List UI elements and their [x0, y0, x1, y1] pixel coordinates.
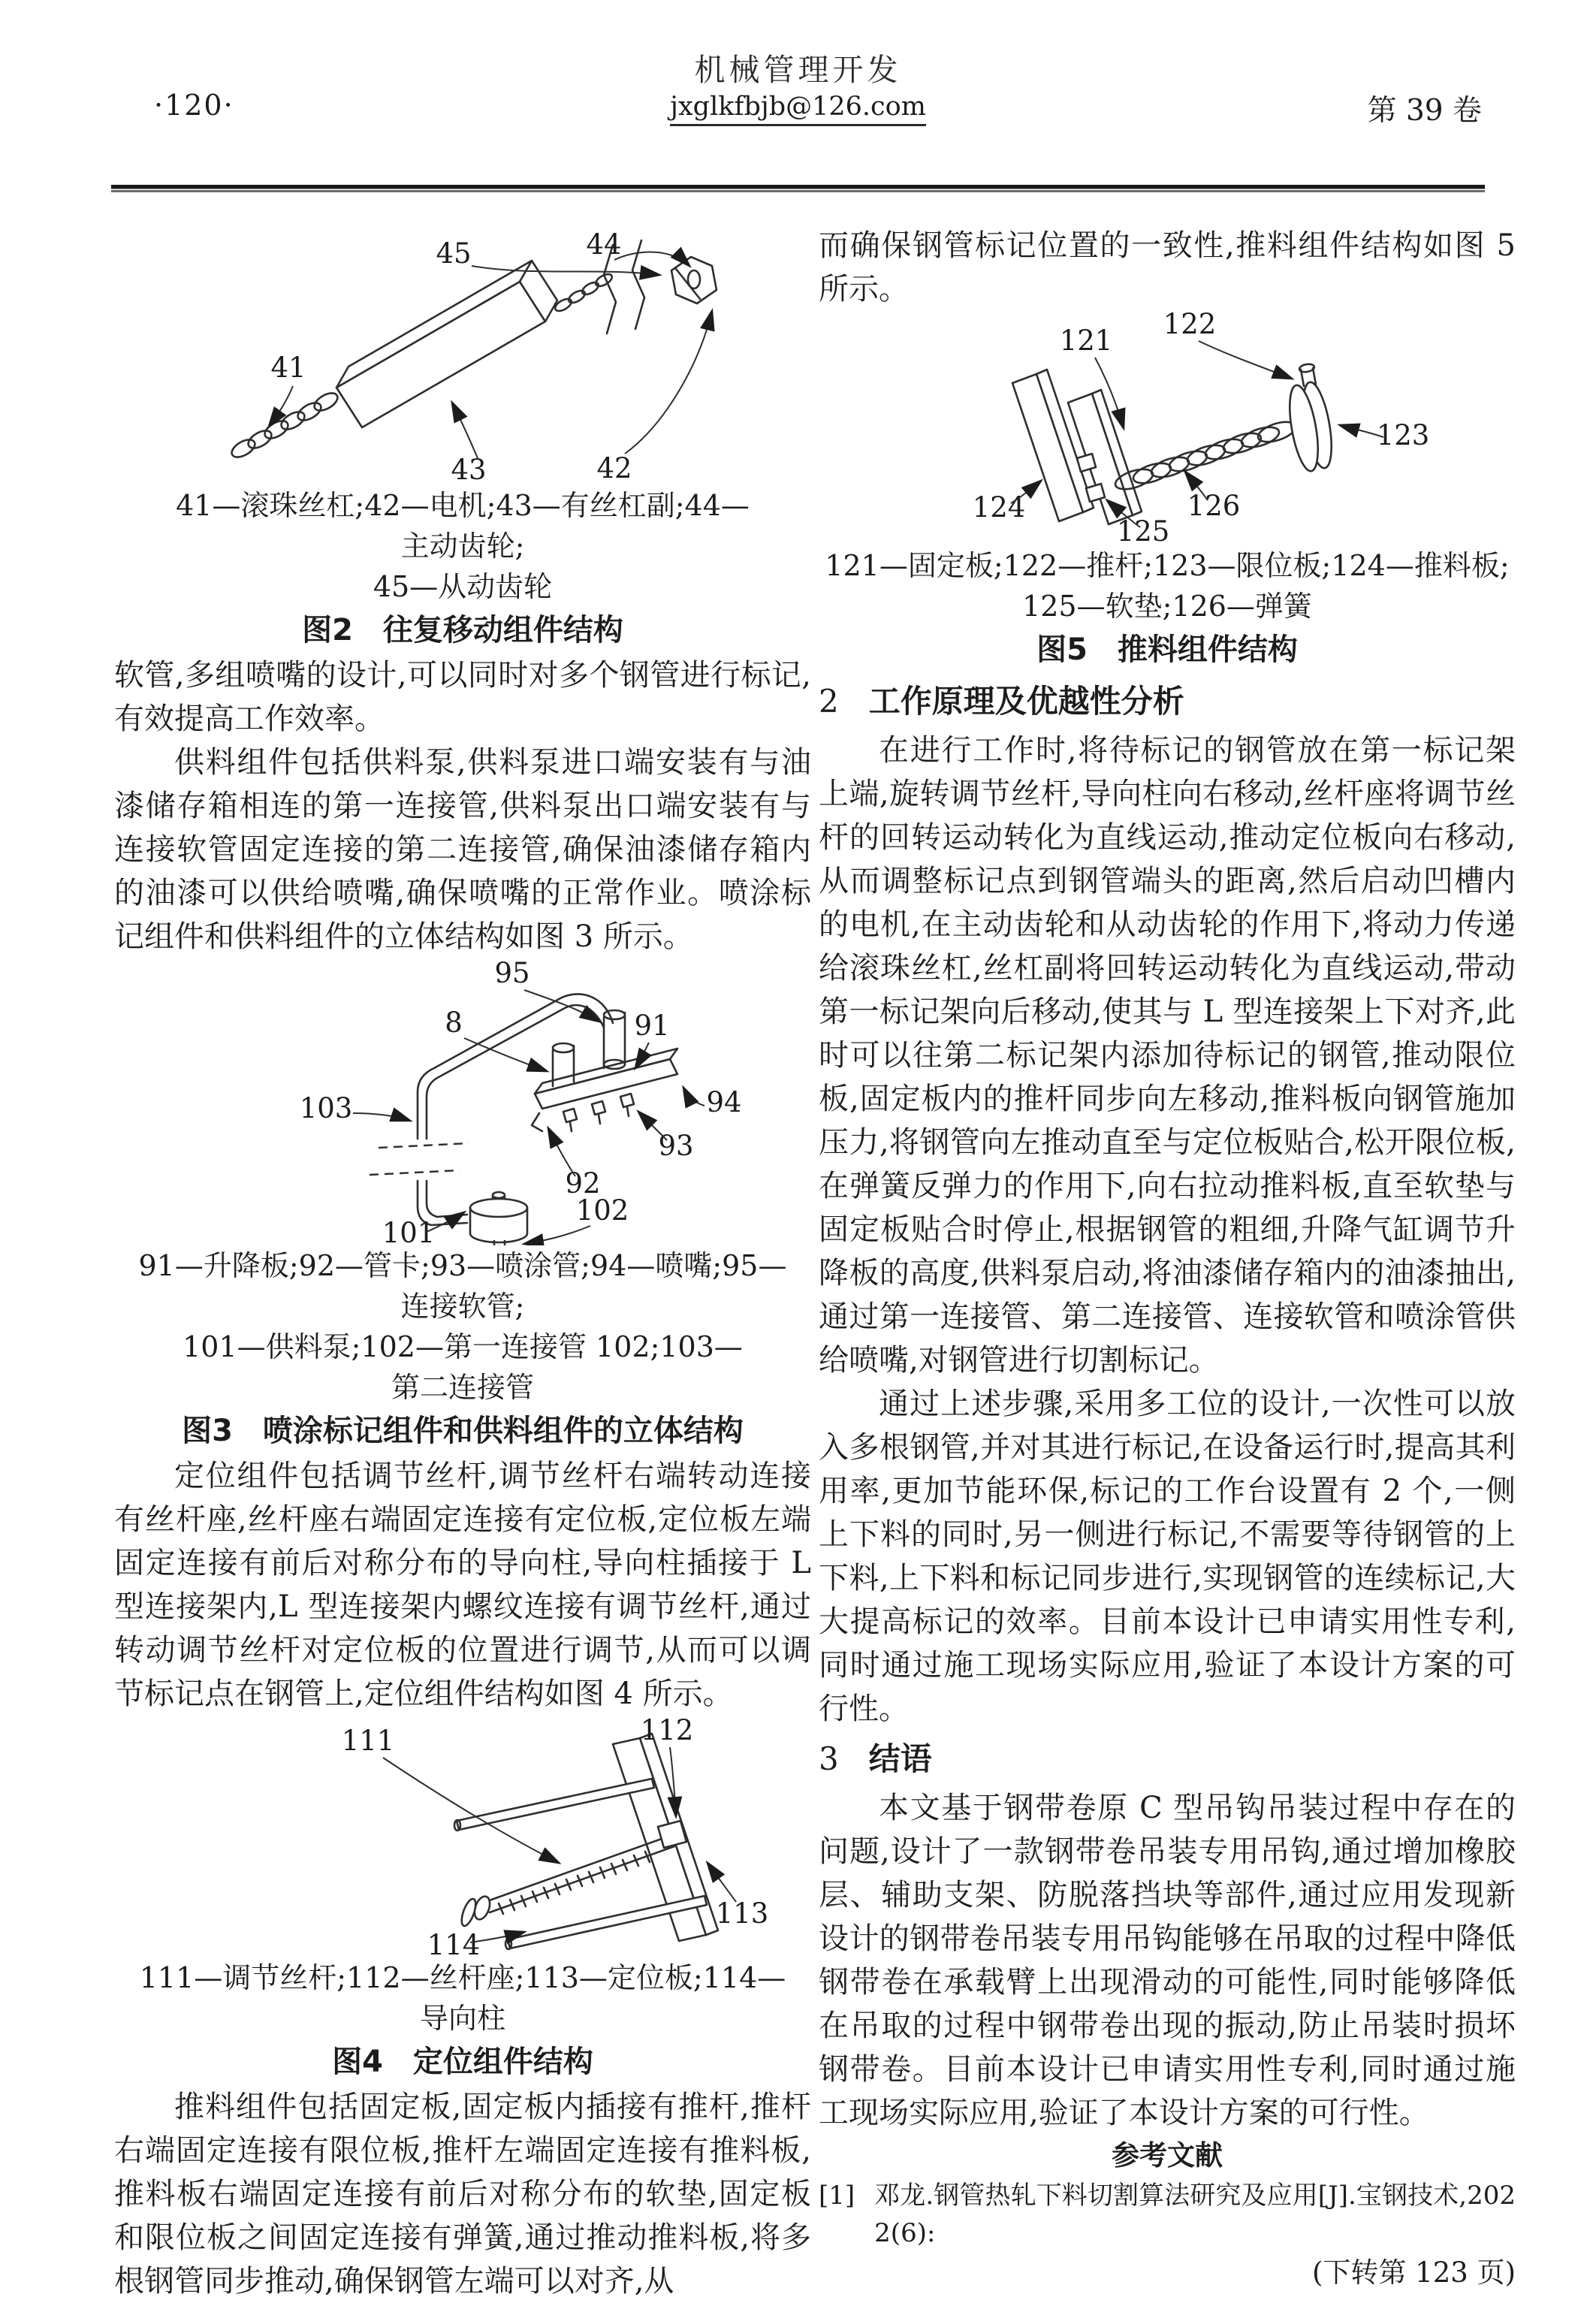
reference-item-1 [819, 2177, 1516, 2252]
part-label-45: 45 [436, 237, 472, 270]
figure-4-caption-line1: 111—调节丝杆;112—丝杆座;113—定位板;114—导向柱 [139, 1961, 786, 2035]
part-label-126: 126 [1187, 490, 1241, 522]
part-label-101: 101 [382, 1217, 436, 1245]
figure-2-drawing [114, 224, 811, 485]
part-label-103: 103 [299, 1092, 353, 1124]
page-number: ·120· [154, 89, 234, 122]
part-label-123: 123 [1376, 419, 1430, 451]
feed-pump-icon [470, 1192, 527, 1245]
part-label-121: 121 [1059, 324, 1113, 357]
part-label-124: 124 [972, 491, 1026, 524]
gear-icon [671, 257, 717, 303]
right-column [819, 224, 1516, 2294]
reference-1-text: 邓龙.钢管热轧下料切割算法研究及应用[J].宝钢技术,2022(6): [874, 2181, 1516, 2248]
part-label-91: 91 [634, 1010, 670, 1042]
figure-2-caption-line1: 41—滚珠丝杠;42—电机;43—有丝杠副;44—主动齿轮; [176, 489, 750, 563]
paragraph-hose-continuation: 软管,多组喷嘴的设计,可以同时对多个钢管进行标记,有效提高工作效率。 [114, 658, 811, 736]
leader-92 [548, 1128, 575, 1176]
paragraph-feed-assembly: 供料组件包括供料泵,供料泵进口端安装有与油漆储存箱相连的第一连接管,供料泵出口端安装有与连接软管固定连接的第二连接管,确保油漆储存箱内的油漆可以供给喷嘴,确保喷嘴的正常作业。喷涂标记组件和供料组件的立体结构如图 3 所示。 [114, 745, 811, 954]
part-label-114: 114 [427, 1929, 481, 1957]
leader-8 [464, 1038, 547, 1071]
section-2-number: 2 [819, 683, 839, 720]
journal-title: 机械管理开发 [694, 52, 902, 88]
journal-email [0, 92, 1596, 122]
journal-email-text: jxglkfbjb@126.com [670, 92, 926, 126]
reference-1-number: [1] [819, 2181, 855, 2211]
paragraph-positioning-assembly: 定位组件包括调节丝杆,调节丝杆右端转动连接有丝杆座,丝杆座右端固定连接有定位板,定位板左端固定连接有前后对称分布的导向柱,导向柱插接于 L 型连接架内,L 型连接架内螺纹连接有调节丝杆,通过转动调节丝杆对定位板的位置进行调节,从而可以调节标记点在钢管上,定位组件结构如图 4 所示。 [114, 1459, 811, 1711]
paragraph-conclusion: 本文基于钢带卷原 C 型吊钩吊装过程中存在的问题,设计了一款钢带卷吊装专用吊钩,通过增加橡胶层、辅助支架、防脱落挡块等部件,通过应用发现新设计的钢带卷吊装专用吊钩能够在吊取的过程中降低钢带卷在承载臂上出现滑动的可能性,同时能够降低在吊取的过程中钢带卷出现的振动,防止吊装时损坏钢带卷。目前本设计已申请实用性专利,同时通过施工现场实际应用,验证了本设计方案的可行性。 [819, 1791, 1516, 2130]
figure-3-caption-line1: 91—升降板;92—管卡;93—喷涂管;94—喷嘴;95—连接软管; [138, 1249, 787, 1323]
section-heading-2 [819, 678, 1516, 726]
figure-3-drawing [114, 958, 811, 1245]
section-3-title: 结语 [868, 1740, 932, 1777]
figure-2-title: 图2 往复移动组件结构 [302, 613, 623, 647]
part-label-112: 112 [640, 1716, 694, 1746]
figure-3-caption-line2: 101—供料泵;102—第一连接管 102;103—第二连接管 [183, 1330, 743, 1404]
lifting-plate-icon [535, 1049, 677, 1109]
spring-icon [1113, 418, 1298, 494]
part-label-122: 122 [1163, 311, 1217, 340]
paragraph-advantages: 通过上述步骤,采用多工位的设计,一次性可以放入多根钢管,并对其进行标记,在设备运行时,提高其利用率,更加节能环保,标记的工作台设置有 2 个,一侧上下料的同时,另一侧进行标记,不需要等待钢管的上下料,上下料和标记同步进行,实现钢管的连续标记,大大提高标记的效率。目前本设计已申请实用性专利,同时通过施工现场实际应用,验证了本设计方案的可行性。 [819, 1387, 1516, 1726]
figure-3-title: 图3 喷涂标记组件和供料组件的立体结构 [182, 1414, 744, 1448]
figure-5-caption-line1: 121—固定板;122—推杆;123—限位板;124—推料板; [825, 549, 1510, 582]
leader-122 [1199, 341, 1292, 379]
leader-93 [638, 1112, 667, 1140]
paragraph-pusher-continuation: 而确保钢管标记位置的一致性,推料组件结构如图 5 所示。 [819, 228, 1516, 306]
part-label-93: 93 [658, 1130, 694, 1162]
part-label-95: 95 [494, 958, 530, 989]
figure-2 [114, 224, 811, 653]
screw-seat-icon [658, 1821, 686, 1848]
part-label-125: 125 [1116, 515, 1170, 545]
part-label-111: 111 [341, 1725, 395, 1757]
part-label-113: 113 [715, 1897, 769, 1930]
header-rule [111, 185, 1485, 192]
part-label-41: 41 [270, 352, 306, 384]
figure-5-drawing [819, 311, 1516, 545]
figure-4-title: 图4 定位组件结构 [332, 2045, 593, 2079]
figure-5 [819, 311, 1516, 673]
leader-43 [452, 403, 478, 458]
leader-113 [707, 1863, 736, 1902]
continued-on-page-note: (下转第 123 页) [1311, 2256, 1516, 2289]
volume-number: 第 39 卷 [1367, 94, 1482, 128]
section-3-number: 3 [819, 1740, 839, 1777]
paragraph-working-principle: 在进行工作时,将待标记的钢管放在第一标记架上端,旋转调节丝杆,导向柱向右移动,丝杆座将调节丝杆的回转运动转化为直线运动,推动定位板向右移动,从而调整标记点到钢管端头的距离,然后启动凹槽内的电机,在主动齿轮和从动齿轮的作用下,将动力传递给滚珠丝杠,丝杠副将回转运动转化为直线运动,带动第一标记架向后移动,使其与 L 型连接架上下对齐,此时可以往第二标记架内添加待标记的钢管,推动限位板,固定板内的推杆同步向左移动,推料板向钢管施加压力,将钢管向左推动直至与定位板贴合,松开限位板,在弹簧反弹力的作用下,向右拉动推料板,直至软垫与固定板贴合时停止,根据钢管的粗细,升降气缸调节升降板的高度,供料泵启动,将油漆储存箱内的油漆抽出,通过第一连接管、第二连接管、连接软管和喷涂管供给喷嘴,对钢管进行切割标记。 [819, 733, 1516, 1378]
leader-45 [472, 266, 659, 275]
part-label-43: 43 [451, 454, 487, 485]
part-label-42: 42 [596, 452, 632, 484]
figure-4-drawing [114, 1716, 811, 1957]
leader-103 [353, 1113, 410, 1121]
figure-3 [114, 958, 811, 1454]
figure-2-caption-line2: 45—从动齿轮 [373, 570, 553, 603]
references-heading: 参考文献 [1112, 2139, 1223, 2172]
part-label-102: 102 [575, 1194, 629, 1227]
pipe-clamp-icon [532, 1113, 542, 1131]
paragraph-pusher-assembly: 推料组件包括固定板,固定板内插接有推杆,推杆右端固定连接有限位板,推杆左端固定连接有推料板,推料板右端固定连接有前后对称分布的软垫,固定板和限位板之间固定连接有弹簧,通过推动推料板,将多根钢管同步推动,确保钢管左端可以对齐,从 [114, 2090, 811, 2298]
figure-5-caption-line2: 125—软垫;126—弹簧 [1022, 590, 1312, 623]
limit-plate-icon [1284, 380, 1337, 473]
leader-94 [683, 1088, 704, 1106]
part-label-92: 92 [565, 1167, 601, 1200]
part-label-94: 94 [706, 1086, 742, 1118]
screw-pair-body-icon [336, 261, 557, 427]
figure-5-title: 图5 推料组件结构 [1036, 632, 1298, 667]
part-label-44: 44 [586, 228, 622, 261]
ball-screw-icon [229, 390, 340, 461]
leader-42 [625, 311, 712, 454]
leader-44 [614, 252, 689, 266]
paint-cylinder-tall-icon [604, 1010, 625, 1069]
part-label-8: 8 [445, 1007, 463, 1039]
section-2-title: 工作原理及优越性分析 [868, 683, 1184, 720]
figure-4 [114, 1716, 811, 2085]
leader-102 [524, 1226, 590, 1244]
section-heading-3 [819, 1735, 1516, 1783]
left-column [114, 224, 811, 2303]
